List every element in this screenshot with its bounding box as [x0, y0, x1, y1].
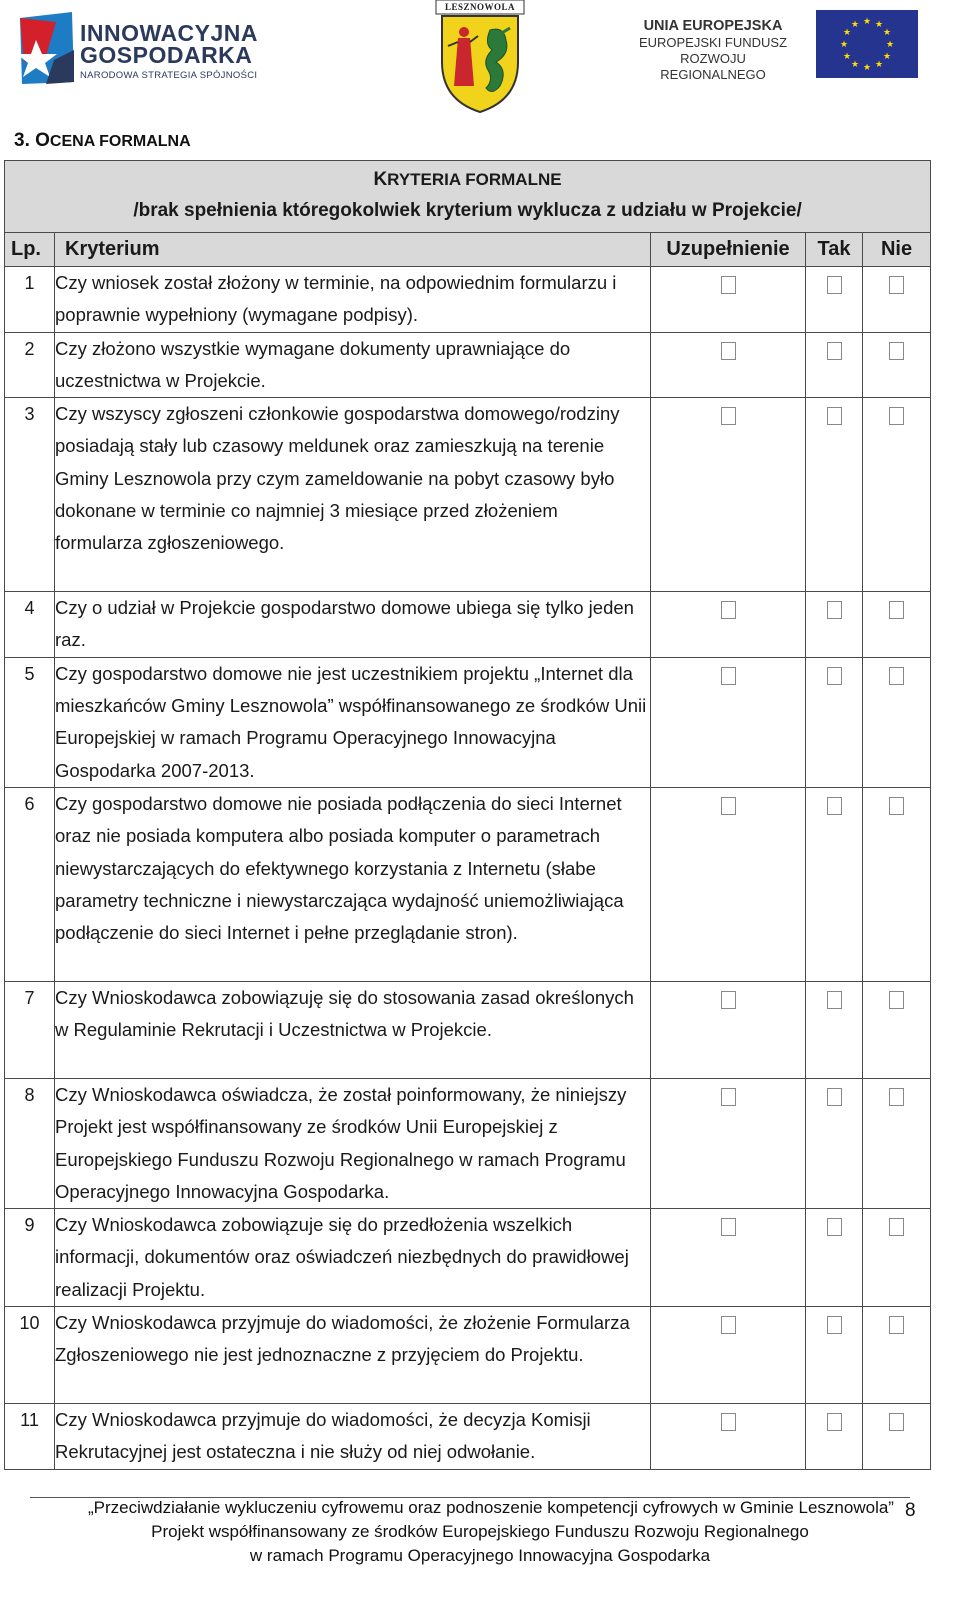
svg-text:★: ★ — [842, 28, 852, 38]
supplement-cell — [651, 787, 806, 981]
table-title-rest: RYTERIA FORMALNE — [387, 170, 562, 189]
table-row — [5, 592, 931, 658]
yes-cell — [806, 267, 863, 333]
no-checkbox[interactable] — [889, 1413, 904, 1431]
no-checkbox[interactable] — [889, 342, 904, 360]
section-title-rest: CENA FORMALNA — [49, 133, 191, 150]
no-cell — [863, 267, 931, 333]
criterion-text: Czy złożono wszystkie wymagane dokumenty uprawniające do uczestnictwa w Projekcie. — [55, 332, 651, 398]
section-number: 3. — [14, 130, 30, 151]
page-footer — [0, 1496, 960, 1568]
criteria-table — [4, 160, 931, 1470]
table-row — [5, 981, 931, 1078]
yes-checkbox[interactable] — [827, 991, 842, 1009]
criterion-text: Czy Wnioskodawca przyjmuje do wiadomości, że decyzja Komisji Rekrutacyjnej jest ostateczna i nie służy od niej odwołanie. — [55, 1404, 651, 1470]
ig-logo-line3: NARODOWA STRATEGIA SPÓJNOŚCI — [80, 70, 258, 81]
criterion-text: Czy Wnioskodawca zobowiązuje się do przedłożenia wszelkich informacji, dokumentów oraz oświadczeń niezbędnych do prawidłowej realizacji Projektu. — [55, 1209, 651, 1307]
ig-logo-line2: GOSPODARKA — [80, 42, 253, 68]
svg-text:★: ★ — [882, 28, 892, 38]
svg-text:★: ★ — [862, 63, 872, 73]
no-checkbox[interactable] — [889, 407, 904, 425]
no-checkbox[interactable] — [889, 797, 904, 815]
eu-logo-line3: ROZWOJU REGIONALNEGO — [660, 51, 766, 82]
no-checkbox[interactable] — [889, 601, 904, 619]
yes-checkbox[interactable] — [827, 276, 842, 294]
yes-checkbox[interactable] — [827, 667, 842, 685]
yes-checkbox[interactable] — [827, 601, 842, 619]
supplement-cell — [651, 398, 806, 592]
table-title-first-letter: K — [373, 169, 388, 190]
no-cell — [863, 1209, 931, 1307]
criterion-text: Czy o udział w Projekcie gospodarstwo domowe ubiega się tylko jeden raz. — [55, 592, 651, 658]
yes-checkbox[interactable] — [827, 1413, 842, 1431]
row-number: 9 — [5, 1209, 55, 1307]
crest-name: LESZNOWOLA — [444, 2, 516, 12]
no-cell — [863, 657, 931, 787]
ig-mark-icon — [16, 10, 78, 86]
table-title-cell — [5, 161, 931, 233]
supplement-checkbox[interactable] — [721, 667, 736, 685]
supplement-cell — [651, 657, 806, 787]
supplement-cell — [651, 1209, 806, 1307]
footer-programme: w ramach Programu Operacyjnego Innowacyjna Gospodarka — [249, 1546, 711, 1565]
svg-text:★: ★ — [885, 40, 895, 50]
supplement-checkbox[interactable] — [721, 1413, 736, 1431]
criterion-text: Czy wniosek został złożony w terminie, na odpowiednim formularzu i poprawnie wypełniony (wymagane podpisy). — [55, 267, 651, 333]
row-number: 10 — [5, 1307, 55, 1404]
no-cell — [863, 398, 931, 592]
supplement-cell — [651, 1078, 806, 1208]
svg-text:★: ★ — [874, 60, 884, 70]
supplement-checkbox[interactable] — [721, 991, 736, 1009]
no-checkbox[interactable] — [889, 667, 904, 685]
table-row — [5, 1209, 931, 1307]
yes-checkbox[interactable] — [827, 1316, 842, 1334]
row-number: 7 — [5, 981, 55, 1078]
eu-logo-line1: UNIA EUROPEJSKA — [643, 18, 783, 34]
header-logos — [0, 0, 960, 120]
supplement-checkbox[interactable] — [721, 1316, 736, 1334]
supplement-checkbox[interactable] — [721, 797, 736, 815]
no-cell — [863, 1078, 931, 1208]
table-row — [5, 1404, 931, 1470]
footer-project-title: „Przeciwdziałanie wykluczeniu cyfrowemu oraz podnoszenie kompetencji cyfrowych w Gminie Lesznowola” — [88, 1498, 894, 1517]
supplement-cell — [651, 592, 806, 658]
table-subtitle: /brak spełnienia któregokolwiek kryterium wyklucza z udziału w Projekcie/ — [133, 200, 802, 221]
yes-cell — [806, 981, 863, 1078]
svg-text:★: ★ — [842, 52, 852, 62]
row-number: 2 — [5, 332, 55, 398]
row-number: 6 — [5, 787, 55, 981]
innowacyjna-gospodarka-logo — [14, 8, 259, 88]
yes-cell — [806, 657, 863, 787]
table-row — [5, 1307, 931, 1404]
no-cell — [863, 981, 931, 1078]
table-row — [5, 657, 931, 787]
yes-cell — [806, 1078, 863, 1208]
supplement-checkbox[interactable] — [721, 276, 736, 294]
criterion-text: Czy Wnioskodawca przyjmuje do wiadomości, że złożenie Formularza Zgłoszeniowego nie jest jednoznaczne z przyjęciem do Projektu. — [55, 1307, 651, 1404]
svg-text:★: ★ — [862, 17, 872, 27]
criterion-text: Czy gospodarstwo domowe nie jest uczestnikiem projektu „Internet dla mieszkańców Gminy Lesznowola” współfinansowanego ze środków Unii Europejskiej w ramach Programu Operacyjnego Innowacyjna Gospodarka 2007-2013. — [55, 657, 651, 787]
yes-checkbox[interactable] — [827, 1218, 842, 1236]
eu-logo-line2: EUROPEJSKI FUNDUSZ — [638, 35, 788, 50]
supplement-cell — [651, 267, 806, 333]
supplement-cell — [651, 981, 806, 1078]
col-header-criterion: Kryterium — [55, 233, 651, 267]
table-row — [5, 398, 931, 592]
supplement-checkbox[interactable] — [721, 1218, 736, 1236]
yes-checkbox[interactable] — [827, 342, 842, 360]
svg-text:★: ★ — [874, 20, 884, 30]
svg-text:★: ★ — [850, 60, 860, 70]
supplement-checkbox[interactable] — [721, 342, 736, 360]
col-header-yes: Tak — [806, 233, 863, 267]
supplement-checkbox[interactable] — [721, 601, 736, 619]
table-header-row — [5, 233, 931, 267]
footer-cofinancing: Projekt współfinansowany ze środków Europejskiego Funduszu Rozwoju Regionalnego — [151, 1522, 809, 1541]
supplement-checkbox[interactable] — [721, 407, 736, 425]
col-header-lp: Lp. — [5, 233, 55, 267]
no-checkbox[interactable] — [889, 1316, 904, 1334]
row-number: 4 — [5, 592, 55, 658]
yes-cell — [806, 1307, 863, 1404]
col-header-supplement: Uzupełnienie — [651, 233, 806, 267]
section-heading — [14, 130, 191, 152]
table-row — [5, 1078, 931, 1208]
page-number: 8 — [905, 1500, 916, 1521]
row-number: 5 — [5, 657, 55, 787]
yes-checkbox[interactable] — [827, 407, 842, 425]
eu-flag-icon — [816, 10, 918, 78]
lesznowola-crest — [434, 0, 526, 114]
yes-checkbox[interactable] — [827, 797, 842, 815]
table-row — [5, 787, 931, 981]
supplement-checkbox[interactable] — [721, 1088, 736, 1106]
yes-checkbox[interactable] — [827, 1088, 842, 1106]
svg-text:★: ★ — [850, 20, 860, 30]
criterion-text: Czy wszyscy zgłoszeni członkowie gospodarstwa domowego/rodziny posiadają stały lub czasowy meldunek oraz zamieszkują na terenie Gminy Lesznowola przy czym zameldowanie na pobyt czasowy było dokonane w terminie co najmniej 3 miesiące przed złożeniem formularza zgłoszeniowego. — [55, 398, 651, 592]
no-checkbox[interactable] — [889, 276, 904, 294]
yes-cell — [806, 592, 863, 658]
yes-cell — [806, 1209, 863, 1307]
svg-text:★: ★ — [882, 52, 892, 62]
table-row — [5, 267, 931, 333]
no-cell — [863, 592, 931, 658]
no-cell — [863, 332, 931, 398]
no-checkbox[interactable] — [889, 991, 904, 1009]
row-number: 1 — [5, 267, 55, 333]
col-header-no: Nie — [863, 233, 931, 267]
no-checkbox[interactable] — [889, 1218, 904, 1236]
supplement-cell — [651, 1307, 806, 1404]
eu-logo-text — [628, 18, 798, 83]
yes-cell — [806, 1404, 863, 1470]
no-cell — [863, 1404, 931, 1470]
svg-text:★: ★ — [839, 40, 849, 50]
no-cell — [863, 787, 931, 981]
supplement-cell — [651, 332, 806, 398]
yes-cell — [806, 398, 863, 592]
criterion-text: Czy Wnioskodawca zobowiązuję się do stosowania zasad określonych w Regulaminie Rekrutacji i Uczestnictwa w Projekcie. — [55, 981, 651, 1078]
no-checkbox[interactable] — [889, 1088, 904, 1106]
criteria-rows — [5, 267, 931, 1470]
row-number: 3 — [5, 398, 55, 592]
coat-of-arms-icon — [434, 0, 526, 114]
ig-logo-text — [80, 22, 258, 81]
ig-logo-line1: INNOWACYJNA — [80, 20, 259, 46]
criterion-text: Czy Wnioskodawca oświadcza, że został poinformowany, że niniejszy Projekt jest współfinansowany ze środków Unii Europejskiej z Europejskiego Funduszu Rozwoju Regionalnego w ramach Programu Operacyjnego Innowacyjna Gospodarka. — [55, 1078, 651, 1208]
no-cell — [863, 1307, 931, 1404]
criterion-text: Czy gospodarstwo domowe nie posiada podłączenia do sieci Internet oraz nie posiada komputera albo posiada komputer o parametrach niewystarczających do efektywnego korzystania z Internetu (słabe parametry techniczne i niewystarczająca wydajność uniemożliwiająca podłączenie do sieci Internet i pełne przeglądanie stron). — [55, 787, 651, 981]
eu-logo — [628, 10, 928, 82]
table-title — [5, 161, 930, 195]
yes-cell — [806, 787, 863, 981]
table-row — [5, 332, 931, 398]
supplement-cell — [651, 1404, 806, 1470]
yes-cell — [806, 332, 863, 398]
section-title-first-letter: O — [35, 130, 50, 151]
row-number: 11 — [5, 1404, 55, 1470]
row-number: 8 — [5, 1078, 55, 1208]
